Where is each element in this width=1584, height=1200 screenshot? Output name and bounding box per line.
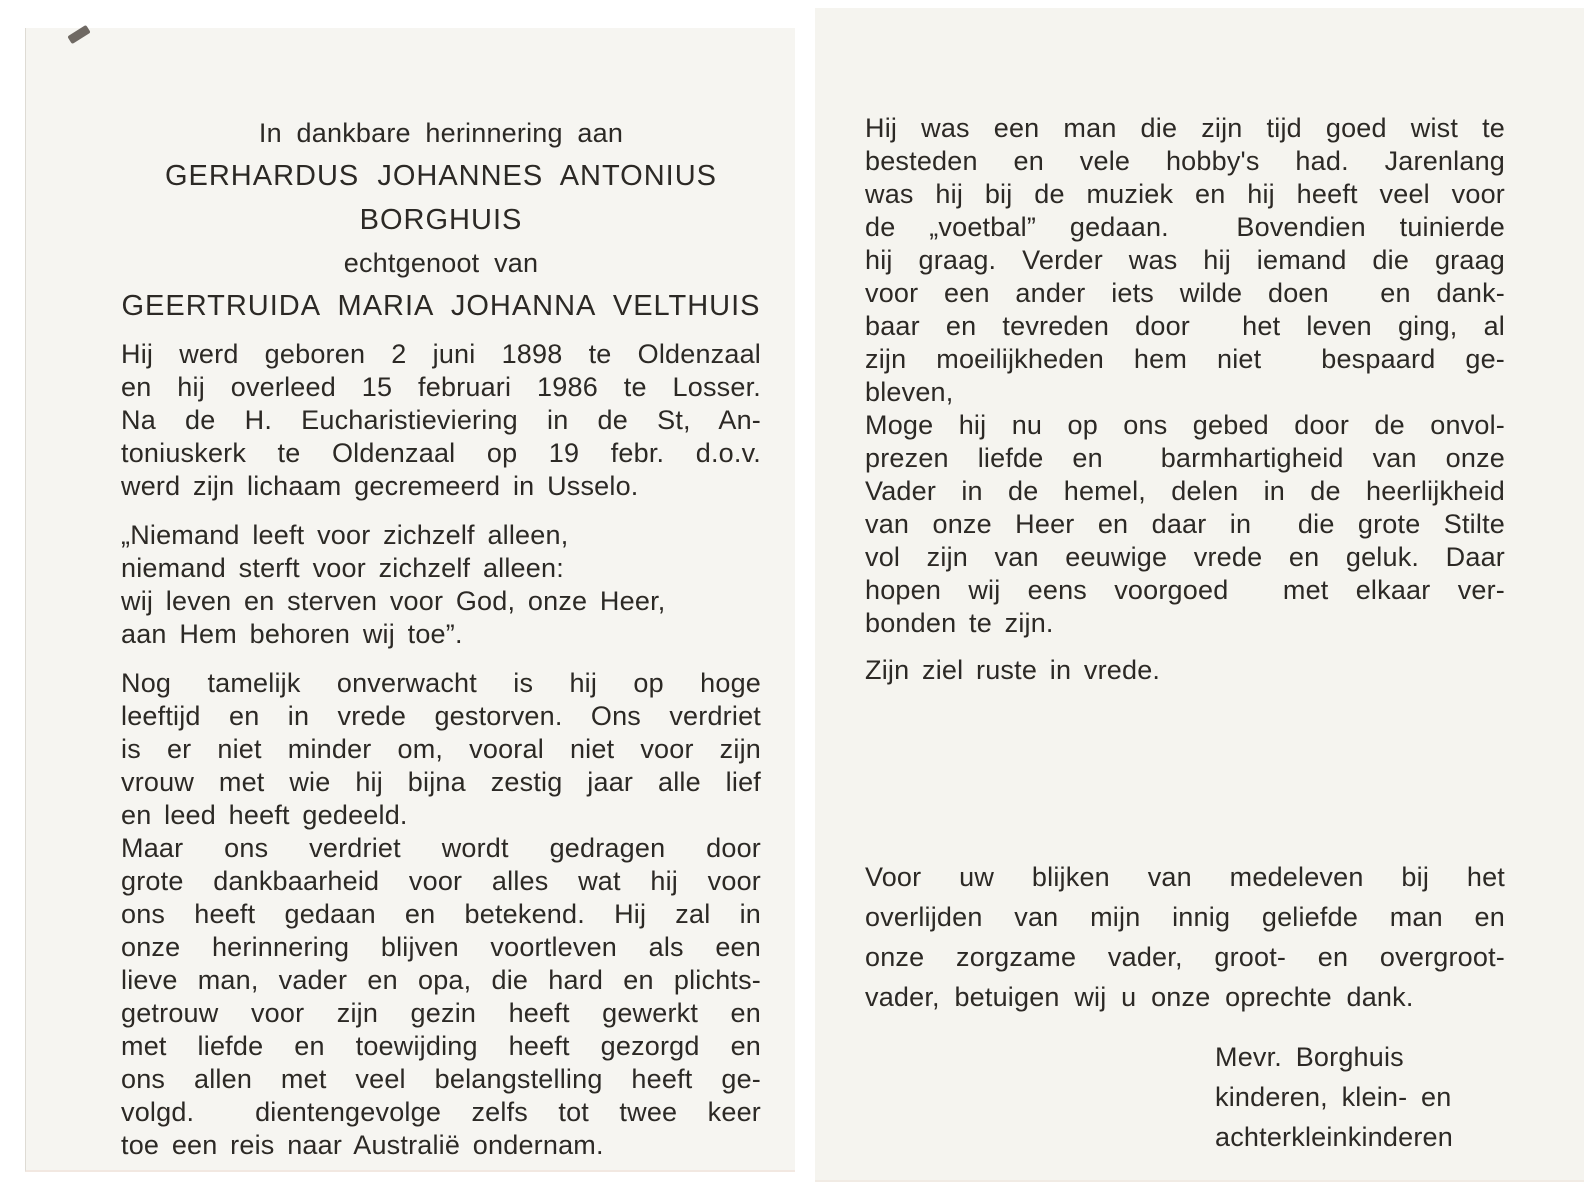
text-line: echtgenoot van	[343, 248, 539, 278]
text-line: werd zijn lichaam gecremeerd in Usselo.	[121, 471, 639, 501]
text-line: BORGHUIS	[359, 204, 523, 236]
text-line: Maar ons verdriet wordt gedragen door	[121, 833, 761, 863]
left-page-text	[121, 112, 761, 1162]
text-line: besteden en vele hobby's had. Jarenlang	[865, 146, 1505, 176]
text-line: grote dankbaarheid voor alles wat hij voor	[121, 866, 761, 896]
text-line: Moge hij nu op ons gebed door de onvol-	[865, 410, 1505, 440]
rest-in-peace-line	[865, 654, 1505, 687]
text-line: vrouw met wie hij bijna zestig jaar alle lief	[121, 767, 761, 797]
left-page	[25, 28, 795, 1172]
birth-death-paragraph	[121, 338, 761, 503]
text-line: Vader in de hemel, delen in de heerlijkheid	[865, 476, 1505, 506]
text-line: de „voetbal” gedaan. Bovendien tuinierde	[865, 212, 1505, 242]
text-line: aan Hem behoren wij toe”.	[121, 619, 463, 649]
text-line: zijn moeilijkheden hem niet bespaard ge-	[865, 344, 1505, 374]
right-page-text	[865, 112, 1505, 1157]
text-line: wij leven en sterven voor God, onze Heer,	[121, 586, 666, 616]
text-line: onze herinnering blijven voortleven als een	[121, 932, 761, 962]
text-line: niemand sterft voor zichzelf alleen:	[121, 553, 564, 583]
text-line: Hij werd geboren 2 juni 1898 te Oldenzaal	[121, 339, 761, 369]
quote-paragraph	[121, 519, 761, 651]
text-line: Na de H. Eucharistieviering in de St, An-	[121, 405, 761, 435]
text-line: prezen liefde en barmhartigheid van onze	[865, 443, 1505, 473]
intro-heading	[121, 112, 761, 154]
text-line: getrouw voor zijn gezin heeft gewerkt en	[121, 998, 761, 1028]
text-line: leeftijd en in vrede gestorven. Ons verdriet	[121, 701, 761, 731]
text-line: overlijden van mijn innig geliefde man en	[865, 902, 1505, 932]
text-line: In dankbare herinnering aan	[258, 118, 624, 148]
text-line: bleven,	[865, 377, 954, 407]
text-line: vol zijn van eeuwige vrede en geluk. Daar	[865, 542, 1505, 572]
text-line: ons heeft gedaan en betekend. Hij zal in	[121, 899, 761, 929]
text-line: GERHARDUS JOHANNES ANTONIUS	[164, 160, 718, 192]
text-line: onze zorgzame vader, groot- en overgroot-	[865, 942, 1505, 972]
text-line: voor een ander iets wilde doen en dank-	[865, 278, 1505, 308]
mourning-paragraph	[121, 667, 761, 832]
text-line: vader, betuigen wij u onze oprechte dank.	[865, 982, 1414, 1012]
relation-line	[121, 242, 761, 284]
text-line: Voor uw blijken van medeleven bij het	[865, 862, 1505, 892]
text-line: ons allen met veel belangstelling heeft ge-	[121, 1064, 761, 1094]
text-line: is er niet minder om, vooral niet voor zijn	[121, 734, 761, 764]
text-line: Nog tamelijk onverwacht is hij op hoge	[121, 668, 761, 698]
text-line: en leed heeft gedeeld.	[121, 800, 408, 830]
text-line: Mevr. Borghuis	[1215, 1042, 1404, 1072]
prayer-paragraph	[865, 409, 1505, 640]
text-line: baar en tevreden door het leven ging, al	[865, 311, 1505, 341]
deceased-name	[121, 154, 761, 242]
text-line: GEERTRUIDA MARIA JOHANNA VELTHUIS	[121, 290, 761, 322]
text-line: toniuskerk te Oldenzaal op 19 febr. d.o.v.	[121, 438, 761, 468]
text-line: „Niemand leeft voor zichzelf alleen,	[121, 520, 569, 550]
right-page	[815, 8, 1584, 1182]
text-line: was hij bij de muziek en hij heeft veel voor	[865, 179, 1505, 209]
text-line: achterkleinkinderen	[1215, 1122, 1453, 1152]
text-line: hopen wij eens voorgoed met elkaar ver-	[865, 575, 1505, 605]
text-line: met liefde en toewijding heeft gezorgd en	[121, 1031, 761, 1061]
thanks-paragraph	[865, 857, 1505, 1017]
hobbies-paragraph	[865, 112, 1505, 409]
text-line: lieve man, vader en opa, die hard en plichts-	[121, 965, 761, 995]
text-line: en hij overleed 15 februari 1986 te Losser.	[121, 372, 761, 402]
text-line: volgd. dientengevolge zelfs tot twee keer	[121, 1097, 761, 1127]
text-line: toe een reis naar Australië ondernam.	[121, 1130, 604, 1160]
text-line: Hij was een man die zijn tijd goed wist te	[865, 113, 1505, 143]
scan-artifact	[67, 25, 90, 44]
text-line: Zijn ziel ruste in vrede.	[865, 655, 1161, 685]
text-line: bonden te zijn.	[865, 608, 1054, 638]
text-line: van onze Heer en daar in die grote Stilte	[865, 509, 1505, 539]
spouse-name	[121, 284, 761, 328]
text-line: kinderen, klein- en	[1215, 1082, 1452, 1112]
text-line: hij graag. Verder was hij iemand die graag	[865, 245, 1505, 275]
signature-block	[1215, 1037, 1505, 1157]
gratitude-paragraph	[121, 832, 761, 1162]
